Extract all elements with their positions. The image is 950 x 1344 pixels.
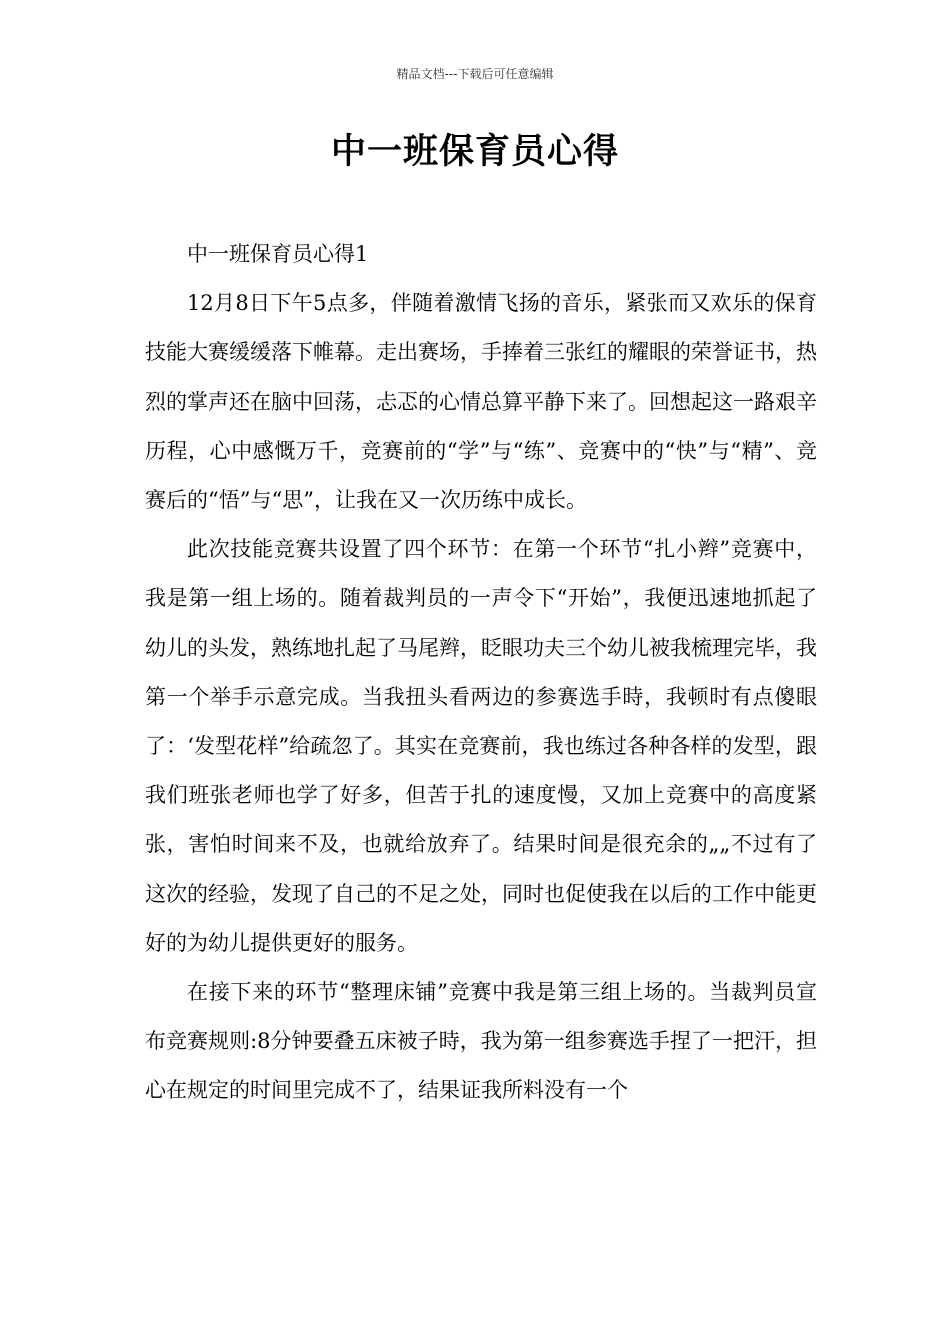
document-title: 中一班保育员心得 bbox=[330, 132, 619, 172]
paragraph: 此次技能竞赛共设置了四个环节：在第一个环节“扎小辫”竞赛中，我是第一组上场的。随着裁判员的一声令下“开始”，我便迅速地抓起了幼儿的头发，熟练地扎起了马尾辫，眨眼功夫三个幼儿被我梳理完毕，我第一个举手示意完成。当我扭头看两边的参赛选手時，我顿时有点傻眼了：‘发型花样”给疏忽了。其实在竞赛前，我也练过各种各样的发型，跟我们班张老师也学了好多，但苦于扎的速度慢，又加上竞赛中的高度紧张，害怕时间来不及，也就给放弃了。结果时间是很充余的„„不过有了这次的经验，发现了自己的不足之处，同时也促使我在以后的工作中能更好的为幼儿提供更好的服务。 bbox=[145, 537, 817, 955]
page-header-watermark: 精品文档---下载后可任意编辑 bbox=[396, 67, 554, 81]
paragraph: 12月8日下午5点多，伴随着激情飞扬的音乐，紧张而又欢乐的保育技能大赛缓缓落下帷幕。走出赛场，手捧着三张红的耀眼的荣誉证书，热烈的掌声还在脑中回荡，忐忑的心情总算平静下来了。回想起这一路艰辛历程，心中感慨万千，竞赛前的“学”与“练”、竞赛中的“快”与“精”、竞赛后的“悟”与“思”，让我在又一次历练中成长。 bbox=[145, 291, 817, 513]
paragraph: 在接下来的环节“整理床铺”竞赛中我是第三组上场的。当裁判员宣布竞赛规则:8分钟要叠五床被子時，我为第一组参赛选手捏了一把汗，担心在规定的时间里完成不了，结果证我所料没有一个 bbox=[145, 980, 817, 1103]
document-body bbox=[145, 230, 817, 1116]
paragraph-subtitle: 中一班保育员心得1 bbox=[187, 242, 369, 266]
